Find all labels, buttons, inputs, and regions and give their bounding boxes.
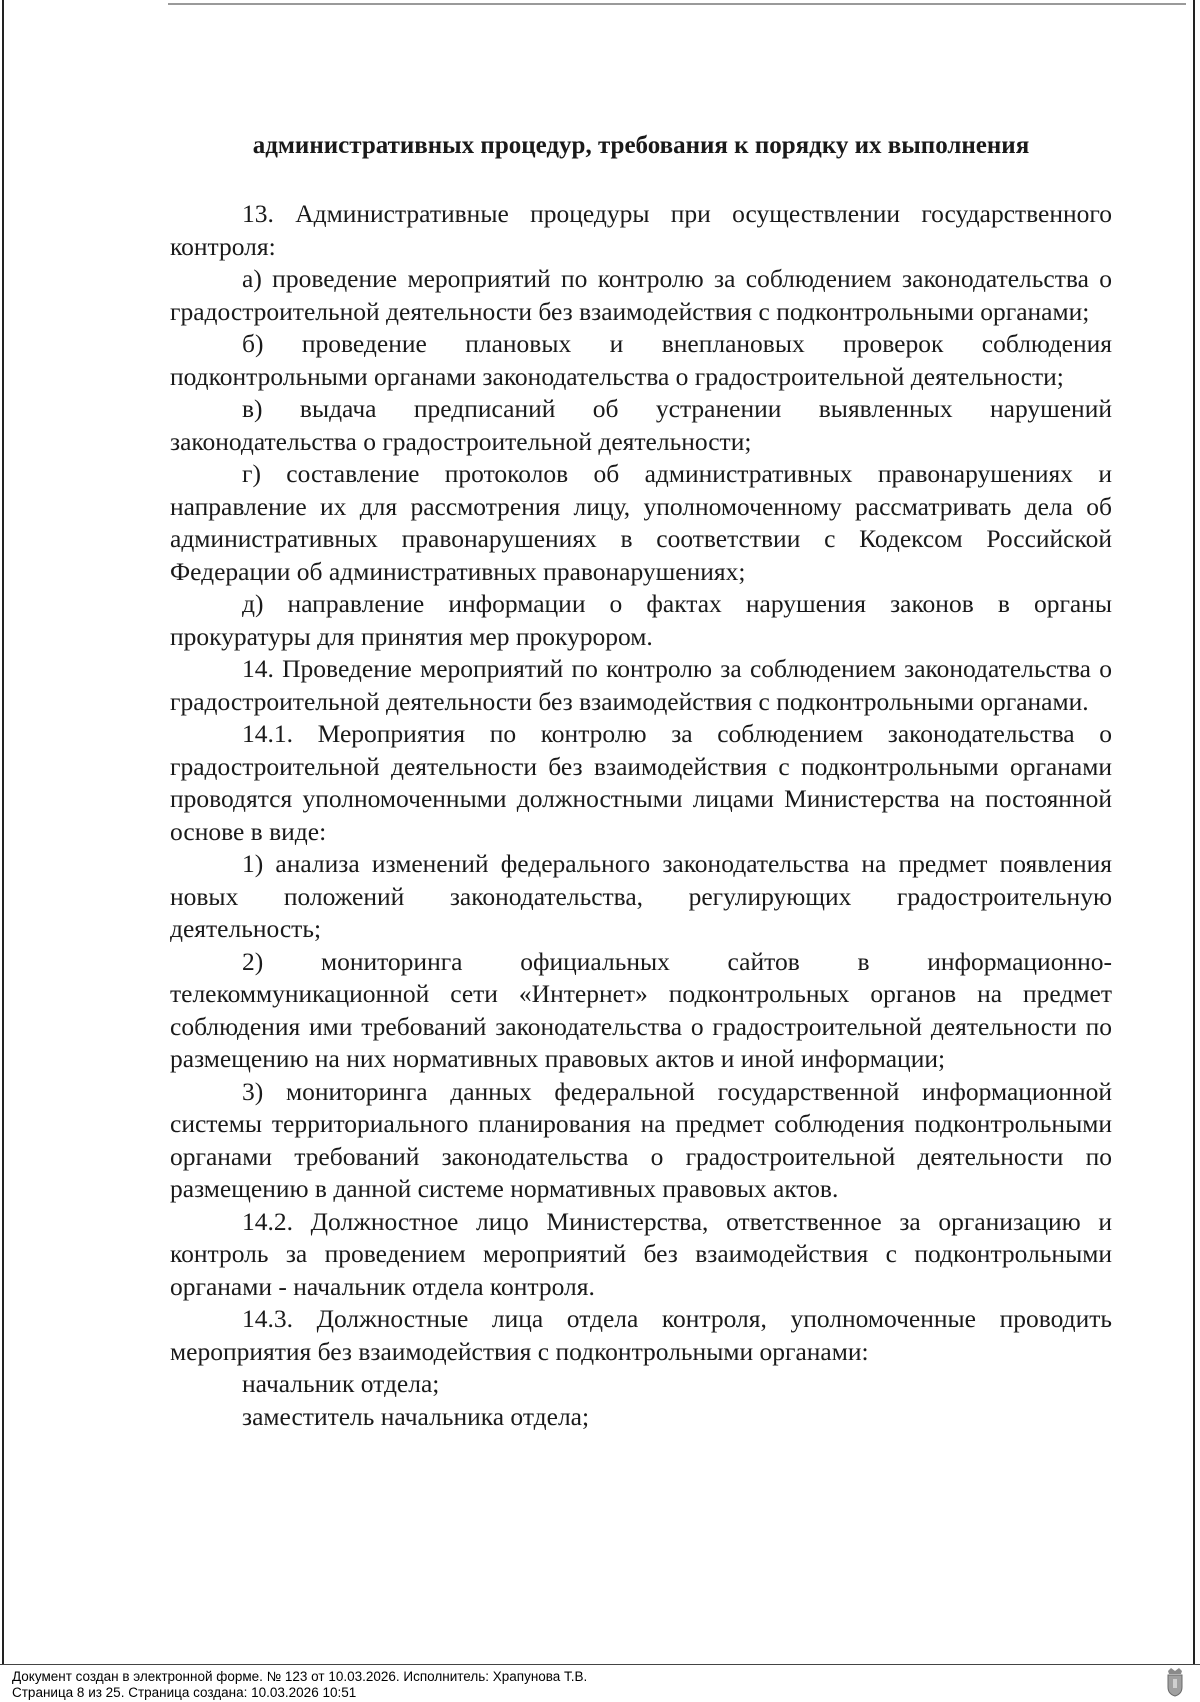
- clause-14-1-item-1: 1) анализа изменений федерального законодательства на предмет появления новых положений законодательства, регулирующих градостроительную деятельность;: [170, 849, 1112, 943]
- clause-14-3: 14.3. Должностные лица отдела контроля, уполномоченные проводить мероприятия без взаимодействия с подконтрольными органами:: [170, 1304, 1112, 1366]
- clause-14-2: 14.2. Должностное лицо Министерства, ответственное за организацию и контроль за проведением мероприятий без взаимодействия с подконтрольными органами - начальник отдела контроля.: [170, 1206, 1112, 1301]
- footer-line-page-info: Страница 8 из 25. Страница создана: 10.03.2026 10:51: [12, 1684, 357, 1700]
- clause-13: 13. Административные процедуры при осуществлении государственного контроля:: [170, 199, 1112, 261]
- document-footer: [0, 1664, 1200, 1699]
- coat-of-arms-icon: [1165, 1667, 1185, 1697]
- official-list-item: начальник отдела;: [242, 1369, 440, 1398]
- official-list-item: заместитель начальника отдела;: [242, 1401, 590, 1431]
- clause-13-d: д) направление информации о фактах нарушения законов в органы прокуратуры для принятия мер прокурором.: [170, 589, 1112, 651]
- clause-14-1-item-3: 3) мониторинга данных федеральной государственной информационной системы территориального планирования на предмет соблюдения подконтрольными органами требований законодательства о градостроительной деятельности по размещению в данной системе нормативных правовых актов.: [170, 1076, 1112, 1203]
- footer-line-document-info: Документ создан в электронной форме. № 123 от 10.03.2026. Исполнитель: Храпунова Т.В.: [12, 1669, 588, 1684]
- clause-13-a: а) проведение мероприятий по контролю за соблюдением законодательства о градостроительной деятельности без взаимодействия с подконтрольными органами;: [170, 264, 1112, 326]
- clause-13-b: б) проведение плановых и внеплановых проверок соблюдения подконтрольными органами законодательства о градостроительной деятельности;: [170, 329, 1112, 391]
- section-heading: административных процедур, требования к порядку их выполнения: [252, 132, 1030, 159]
- clause-13-g: г) составление протоколов об административных правонарушениях и направление их для рассмотрения лицу, уполномоченному рассматривать дела об административных правонарушениях в соответствии с Кодексом Российской Федерации об административных правонарушениях;: [170, 459, 1112, 586]
- clause-13-v: в) выдача предписаний об устранении выявленных нарушений законодательства о градостроительной деятельности;: [170, 394, 1112, 456]
- clause-14-1: 14.1. Мероприятия по контролю за соблюдением законодательства о градостроительной деятельности без взаимодействия с подконтрольными органами проводятся уполномоченными должностными лицами Министерства на постоянной основе в виде:: [170, 719, 1112, 846]
- clause-14: 14. Проведение мероприятий по контролю за соблюдением законодательства о градостроительной деятельности без взаимодействия с подконтрольными органами.: [170, 654, 1112, 716]
- document-body: [170, 198, 1112, 1433]
- page-top-edge: [168, 3, 1186, 5]
- clause-14-1-item-2: 2) мониторинга официальных сайтов в информационно-телекоммуникационной сети «Интернет» подконтрольных органов на предмет соблюдения ими требований законодательства о градостроительной деятельности по размещению на них нормативных правовых актов и иной информации;: [170, 946, 1112, 1073]
- footer-text: [12, 1669, 587, 1700]
